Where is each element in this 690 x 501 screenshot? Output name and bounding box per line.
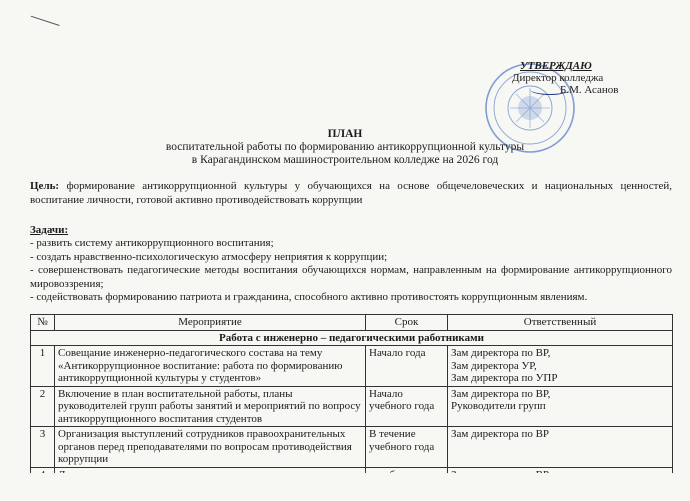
- task-item: - совершенствовать педагогические методы воспитания обучающихся нормам, направленным на формирование антикоррупционного мировоззрения;: [30, 264, 672, 290]
- row-term: Начало года: [366, 346, 448, 387]
- task-item: - содействовать формированию патриота и гражданина, способного активно противостоять коррупционным явлениям.: [30, 291, 588, 304]
- responsible-line: Зам директора по ВР,: [451, 387, 551, 400]
- signature-mark: [530, 84, 570, 95]
- row-term: Начало учебного года: [366, 386, 448, 427]
- goal-label: Цель:: [30, 180, 60, 192]
- row-number: 1: [31, 346, 55, 387]
- page-cutoff: [0, 473, 690, 501]
- responsible-line: Зам директора по ВР: [451, 428, 550, 440]
- row-term: В течение учебного года: [366, 427, 448, 468]
- table-row: [31, 386, 673, 427]
- title-line-1: воспитательной работы по формированию антикоррупционной культуры: [165, 141, 525, 153]
- row-responsible: [448, 346, 673, 387]
- approver-position: Директор колледжа: [512, 72, 604, 84]
- goal-text: формирование антикоррупционной культуры у обучающихся на основе общечеловеческих и национальных ценностей, воспитание личности, готовой активно противодействовать коррупции: [30, 180, 672, 206]
- row-event: Организация выступлений сотрудников правоохранительных органов перед преподавателями по вопросам противодействия коррупции: [55, 427, 366, 468]
- section-title: Работа с инженерно – педагогическими работниками: [31, 330, 673, 346]
- scan-artifact-line: [26, 16, 59, 40]
- header-term: Срок: [366, 315, 448, 331]
- responsible-line: Зам директора УР,: [451, 359, 537, 372]
- task-item: - развить систему антикоррупционного воспитания;: [30, 237, 274, 250]
- approve-label: УТВЕРЖДАЮ: [520, 60, 592, 72]
- header-number: №: [31, 315, 55, 331]
- plan-table: [30, 314, 673, 483]
- goal-paragraph: [30, 179, 672, 207]
- task-item: - создать нравственно-психологическую атмосферу неприятия к коррупции;: [30, 250, 388, 263]
- row-number: 2: [31, 386, 55, 427]
- approver-name: Б.М. Асанов: [560, 84, 619, 96]
- row-number: 3: [31, 427, 55, 468]
- table-row: [31, 346, 673, 387]
- tasks-heading: Задачи:: [30, 224, 69, 236]
- section-row: [31, 330, 673, 346]
- table-row: [31, 427, 673, 468]
- tasks-section: [30, 224, 672, 304]
- title-line-2: в Карагандинском машиностроительном колледже на 2026 год: [191, 154, 499, 166]
- row-event: Включение в план воспитательной работы, планы руководителей групп работы занятий и мероприятий по вопросу антикоррупционного воспитания студентов: [55, 386, 366, 427]
- responsible-line: Руководители групп: [451, 400, 546, 412]
- row-responsible: [448, 386, 673, 427]
- row-responsible: [448, 427, 673, 468]
- responsible-line: Зам директора по УПР: [451, 372, 558, 384]
- header-event: Мероприятие: [55, 315, 366, 331]
- header-responsible: Ответственный: [448, 315, 673, 331]
- row-event: Совещание инженерно-педагогического состава на тему «Антикоррупционное воспитание: работа по формированию антикоррупционной культуры у студентов»: [55, 346, 366, 387]
- document-title: [0, 128, 690, 167]
- table-header-row: [31, 315, 673, 331]
- responsible-line: Зам директора по ВР,: [451, 347, 551, 359]
- title-main: ПЛАН: [327, 128, 363, 140]
